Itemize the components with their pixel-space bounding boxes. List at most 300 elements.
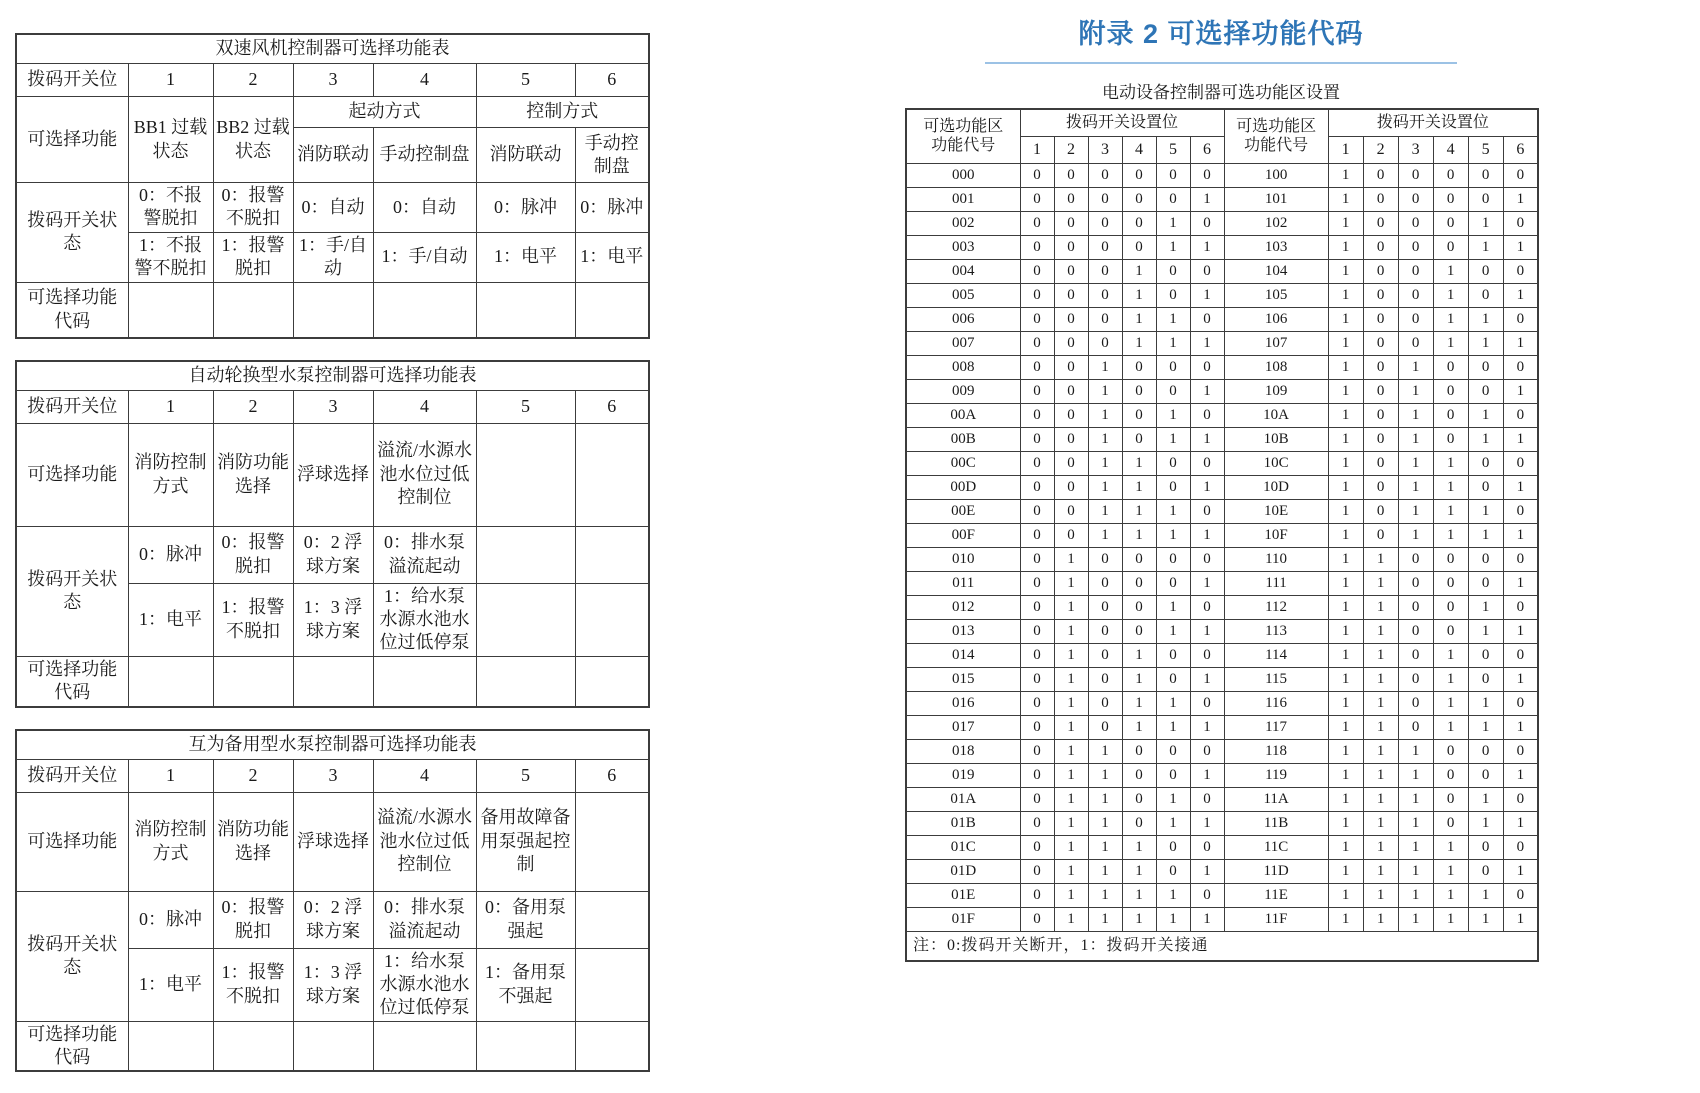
code-left: 012 xyxy=(906,596,1020,620)
code-row xyxy=(906,860,1538,884)
bit-cell: 0 xyxy=(1503,452,1538,476)
code-left: 007 xyxy=(906,332,1020,356)
state-cell: 0：自动 xyxy=(293,183,373,233)
bit-cell: 1 xyxy=(1398,764,1433,788)
bit-cell: 1 xyxy=(1468,212,1503,236)
bit-cell: 0 xyxy=(1363,236,1398,260)
bit-cell: 1 xyxy=(1328,572,1363,596)
bit-cell: 0 xyxy=(1122,596,1156,620)
bit-cell: 1 xyxy=(1328,284,1363,308)
state-cell xyxy=(575,526,649,583)
bit-cell: 0 xyxy=(1503,740,1538,764)
code-left: 01B xyxy=(906,812,1020,836)
bit-cell: 1 xyxy=(1433,908,1468,932)
row-label-function: 可选择功能 xyxy=(16,97,128,183)
code-left: 002 xyxy=(906,212,1020,236)
bit-label: 4 xyxy=(1122,137,1156,164)
bit-cell: 0 xyxy=(1020,668,1054,692)
code-left: 003 xyxy=(906,236,1020,260)
bit-cell: 1 xyxy=(1156,812,1190,836)
state-cell: 1：3 浮球方案 xyxy=(293,583,373,656)
bit-cell: 0 xyxy=(1054,332,1088,356)
bit-cell: 0 xyxy=(1122,404,1156,428)
bit-cell: 0 xyxy=(1054,404,1088,428)
bit-cell: 0 xyxy=(1020,596,1054,620)
code-right: 11C xyxy=(1224,836,1328,860)
bit-cell: 0 xyxy=(1503,692,1538,716)
code-right: 118 xyxy=(1224,740,1328,764)
code-row xyxy=(906,716,1538,740)
bit-cell: 1 xyxy=(1088,428,1122,452)
bit-label: 4 xyxy=(1433,137,1468,164)
state-cell: 1：电平 xyxy=(128,583,213,656)
code-left: 011 xyxy=(906,572,1020,596)
bit-cell: 0 xyxy=(1433,164,1468,188)
code-left: 014 xyxy=(906,644,1020,668)
bit-cell: 0 xyxy=(1468,452,1503,476)
code-right: 106 xyxy=(1224,308,1328,332)
function-cell xyxy=(575,792,649,891)
switch-position: 3 xyxy=(293,759,373,792)
bit-cell: 1 xyxy=(1468,596,1503,620)
code-row xyxy=(906,404,1538,428)
bit-cell: 0 xyxy=(1054,260,1088,284)
bit-cell: 1 xyxy=(1328,716,1363,740)
bit-cell: 1 xyxy=(1156,428,1190,452)
table-title: 双速风机控制器可选择功能表 xyxy=(16,34,649,64)
bit-cell: 1 xyxy=(1363,644,1398,668)
bit-cell: 1 xyxy=(1363,908,1398,932)
code-value-cell xyxy=(575,1021,649,1071)
bit-cell: 1 xyxy=(1398,452,1433,476)
bit-cell: 0 xyxy=(1398,644,1433,668)
bit-cell: 1 xyxy=(1363,716,1398,740)
function-cell: 溢流/水源水池水位过低控制位 xyxy=(373,423,476,526)
bit-cell: 1 xyxy=(1122,524,1156,548)
bit-cell: 1 xyxy=(1054,596,1088,620)
bit-cell: 1 xyxy=(1328,524,1363,548)
row-label-code: 可选择功能代码 xyxy=(16,282,128,338)
bit-cell: 1 xyxy=(1088,476,1122,500)
code-left: 01D xyxy=(906,860,1020,884)
bit-cell: 0 xyxy=(1054,500,1088,524)
bit-cell: 0 xyxy=(1088,620,1122,644)
bit-cell: 0 xyxy=(1020,332,1054,356)
bit-cell: 1 xyxy=(1190,188,1224,212)
code-row xyxy=(906,452,1538,476)
bit-cell: 1 xyxy=(1328,236,1363,260)
bit-cell: 1 xyxy=(1054,692,1088,716)
bit-cell: 0 xyxy=(1433,428,1468,452)
state-cell: 0：排水泵溢流起动 xyxy=(373,891,476,948)
bit-cell: 0 xyxy=(1468,476,1503,500)
bit-cell: 1 xyxy=(1190,764,1224,788)
code-row xyxy=(906,908,1538,932)
bit-cell: 0 xyxy=(1020,284,1054,308)
bit-cell: 0 xyxy=(1156,740,1190,764)
code-row xyxy=(906,764,1538,788)
bit-cell: 0 xyxy=(1363,332,1398,356)
bit-cell: 1 xyxy=(1433,500,1468,524)
bit-cell: 0 xyxy=(1363,476,1398,500)
state-cell: 1：3 浮球方案 xyxy=(293,948,373,1021)
bit-cell: 0 xyxy=(1468,356,1503,380)
state-cell: 1：电平 xyxy=(128,948,213,1021)
bit-cell: 1 xyxy=(1328,308,1363,332)
bit-cell: 0 xyxy=(1020,740,1054,764)
bit-cell: 1 xyxy=(1433,452,1468,476)
bit-cell: 0 xyxy=(1020,548,1054,572)
code-right: 11D xyxy=(1224,860,1328,884)
bit-cell: 1 xyxy=(1433,860,1468,884)
code-right: 100 xyxy=(1224,164,1328,188)
switch-position: 4 xyxy=(373,759,476,792)
code-value-cell xyxy=(293,282,373,338)
code-right: 112 xyxy=(1224,596,1328,620)
bit-cell: 0 xyxy=(1398,596,1433,620)
bit-cell: 0 xyxy=(1088,260,1122,284)
row-label-state: 拨码开关状态 xyxy=(16,891,128,1021)
bit-cell: 0 xyxy=(1503,788,1538,812)
bit-cell: 0 xyxy=(1088,212,1122,236)
bit-cell: 1 xyxy=(1328,620,1363,644)
code-right: 101 xyxy=(1224,188,1328,212)
bit-cell: 1 xyxy=(1503,524,1538,548)
bit-cell: 1 xyxy=(1088,740,1122,764)
code-row xyxy=(906,812,1538,836)
code-right: 10A xyxy=(1224,404,1328,428)
bit-cell: 0 xyxy=(1363,188,1398,212)
bit-cell: 1 xyxy=(1503,572,1538,596)
bit-cell: 1 xyxy=(1363,596,1398,620)
code-left: 01E xyxy=(906,884,1020,908)
code-row xyxy=(906,164,1538,188)
bit-cell: 1 xyxy=(1433,692,1468,716)
bit-cell: 1 xyxy=(1328,740,1363,764)
code-right: 110 xyxy=(1224,548,1328,572)
bit-cell: 1 xyxy=(1468,404,1503,428)
state-cell: 0：备用泵强起 xyxy=(476,891,575,948)
bit-cell: 1 xyxy=(1398,860,1433,884)
bit-cell: 1 xyxy=(1468,236,1503,260)
bit-cell: 1 xyxy=(1328,404,1363,428)
bit-cell: 1 xyxy=(1156,500,1190,524)
bit-cell: 1 xyxy=(1122,908,1156,932)
bit-cell: 1 xyxy=(1468,500,1503,524)
bit-cell: 0 xyxy=(1433,356,1468,380)
code-right: 116 xyxy=(1224,692,1328,716)
bit-cell: 1 xyxy=(1088,356,1122,380)
code-right: 115 xyxy=(1224,668,1328,692)
bit-cell: 0 xyxy=(1020,236,1054,260)
bit-cell: 1 xyxy=(1363,884,1398,908)
bit-label: 2 xyxy=(1363,137,1398,164)
bit-cell: 0 xyxy=(1156,644,1190,668)
bit-cell: 1 xyxy=(1156,716,1190,740)
controller-function-table xyxy=(15,729,650,1073)
bit-cell: 1 xyxy=(1398,476,1433,500)
bit-cell: 1 xyxy=(1328,500,1363,524)
bit-cell: 1 xyxy=(1156,236,1190,260)
code-left: 016 xyxy=(906,692,1020,716)
bit-cell: 0 xyxy=(1122,812,1156,836)
bit-cell: 1 xyxy=(1328,332,1363,356)
code-left: 00D xyxy=(906,476,1020,500)
state-cell xyxy=(476,583,575,656)
bit-cell: 1 xyxy=(1363,668,1398,692)
bit-cell: 1 xyxy=(1433,332,1468,356)
code-row xyxy=(906,524,1538,548)
bit-cell: 0 xyxy=(1398,716,1433,740)
bit-cell: 1 xyxy=(1468,524,1503,548)
bit-cell: 1 xyxy=(1503,860,1538,884)
bit-cell: 0 xyxy=(1054,356,1088,380)
bit-cell: 1 xyxy=(1503,716,1538,740)
bit-label: 6 xyxy=(1190,137,1224,164)
code-left: 00C xyxy=(906,452,1020,476)
bit-cell: 0 xyxy=(1433,620,1468,644)
bit-cell: 1 xyxy=(1503,476,1538,500)
bit-cell: 1 xyxy=(1433,836,1468,860)
state-cell xyxy=(575,583,649,656)
switch-position: 2 xyxy=(213,390,293,423)
state-cell: 1：不报警不脱扣 xyxy=(128,232,213,282)
bit-cell: 0 xyxy=(1020,164,1054,188)
bit-cell: 0 xyxy=(1020,476,1054,500)
bit-cell: 0 xyxy=(1054,476,1088,500)
code-right: 10F xyxy=(1224,524,1328,548)
code-right: 105 xyxy=(1224,284,1328,308)
code-right: 103 xyxy=(1224,236,1328,260)
bit-cell: 0 xyxy=(1190,212,1224,236)
bit-cell: 1 xyxy=(1363,764,1398,788)
bit-cell: 1 xyxy=(1190,908,1224,932)
bit-cell: 1 xyxy=(1468,908,1503,932)
bit-cell: 1 xyxy=(1398,500,1433,524)
bit-cell: 0 xyxy=(1020,356,1054,380)
code-right: 113 xyxy=(1224,620,1328,644)
bit-cell: 0 xyxy=(1503,212,1538,236)
bit-cell: 0 xyxy=(1088,692,1122,716)
controller-function-table xyxy=(15,33,650,339)
bit-cell: 1 xyxy=(1328,812,1363,836)
bit-cell: 0 xyxy=(1054,212,1088,236)
function-cell: 浮球选择 xyxy=(293,792,373,891)
state-cell: 0：2 浮球方案 xyxy=(293,891,373,948)
row-label-function: 可选择功能 xyxy=(16,423,128,526)
bit-cell: 0 xyxy=(1054,164,1088,188)
bit-cell: 1 xyxy=(1468,788,1503,812)
bit-cell: 1 xyxy=(1156,524,1190,548)
code-row xyxy=(906,740,1538,764)
table-title: 互为备用型水泵控制器可选择功能表 xyxy=(16,730,649,760)
code-right: 11E xyxy=(1224,884,1328,908)
state-cell: 0：脉冲 xyxy=(575,183,649,233)
bit-cell: 1 xyxy=(1328,476,1363,500)
code-row xyxy=(906,692,1538,716)
code-left: 009 xyxy=(906,380,1020,404)
bit-cell: 1 xyxy=(1088,884,1122,908)
row-label-switch-pos: 拨码开关位 xyxy=(16,64,128,97)
bit-cell: 1 xyxy=(1190,380,1224,404)
bit-cell: 0 xyxy=(1122,164,1156,188)
bit-cell: 0 xyxy=(1363,284,1398,308)
code-right: 102 xyxy=(1224,212,1328,236)
bit-cell: 0 xyxy=(1503,596,1538,620)
switch-position: 6 xyxy=(575,759,649,792)
row-label-state: 拨码开关状态 xyxy=(16,526,128,656)
bit-cell: 0 xyxy=(1122,740,1156,764)
bit-cell: 1 xyxy=(1190,428,1224,452)
code-right: 111 xyxy=(1224,572,1328,596)
bit-cell: 0 xyxy=(1088,644,1122,668)
bit-cell: 0 xyxy=(1503,500,1538,524)
function-cell: 消防控制方式 xyxy=(128,792,213,891)
bit-cell: 1 xyxy=(1054,548,1088,572)
bit-cell: 0 xyxy=(1398,668,1433,692)
bit-cell: 1 xyxy=(1122,332,1156,356)
bit-cell: 0 xyxy=(1020,380,1054,404)
bit-cell: 0 xyxy=(1088,236,1122,260)
bit-cell: 1 xyxy=(1156,212,1190,236)
bit-cell: 0 xyxy=(1122,212,1156,236)
switch-position: 3 xyxy=(293,64,373,97)
bit-cell: 0 xyxy=(1156,452,1190,476)
switch-position: 1 xyxy=(128,64,213,97)
bit-cell: 0 xyxy=(1156,668,1190,692)
bit-cell: 1 xyxy=(1156,332,1190,356)
state-cell: 1：电平 xyxy=(575,232,649,282)
bit-cell: 1 xyxy=(1122,716,1156,740)
code-row xyxy=(906,476,1538,500)
bit-cell: 0 xyxy=(1190,836,1224,860)
bit-cell: 0 xyxy=(1398,692,1433,716)
bit-cell: 1 xyxy=(1468,308,1503,332)
bit-cell: 0 xyxy=(1503,260,1538,284)
code-row xyxy=(906,236,1538,260)
bit-cell: 0 xyxy=(1156,836,1190,860)
bit-cell: 0 xyxy=(1122,188,1156,212)
bit-cell: 1 xyxy=(1088,812,1122,836)
code-value-cell xyxy=(293,1021,373,1071)
state-cell xyxy=(575,948,649,1021)
bit-cell: 0 xyxy=(1088,548,1122,572)
bit-cell: 1 xyxy=(1328,668,1363,692)
bit-cell: 0 xyxy=(1088,572,1122,596)
bit-cell: 1 xyxy=(1122,668,1156,692)
bit-cell: 1 xyxy=(1398,404,1433,428)
bit-cell: 0 xyxy=(1433,788,1468,812)
bit-cell: 0 xyxy=(1020,836,1054,860)
bit-cell: 0 xyxy=(1054,452,1088,476)
state-cell: 1：报警不脱扣 xyxy=(213,583,293,656)
switch-position: 4 xyxy=(373,64,476,97)
bit-cell: 1 xyxy=(1190,716,1224,740)
bit-cell: 0 xyxy=(1468,572,1503,596)
bit-cell: 0 xyxy=(1468,260,1503,284)
bit-cell: 1 xyxy=(1156,620,1190,644)
bit-cell: 0 xyxy=(1088,164,1122,188)
bit-cell: 1 xyxy=(1122,860,1156,884)
code-right: 114 xyxy=(1224,644,1328,668)
code-row xyxy=(906,788,1538,812)
code-value-cell xyxy=(476,1021,575,1071)
bit-cell: 0 xyxy=(1433,212,1468,236)
code-row xyxy=(906,356,1538,380)
bit-cell: 1 xyxy=(1190,476,1224,500)
bit-cell: 0 xyxy=(1398,260,1433,284)
bit-cell: 0 xyxy=(1054,428,1088,452)
code-row xyxy=(906,884,1538,908)
code-row xyxy=(906,212,1538,236)
table-note: 注：0:拨码开关断开，1：拨码开关接通 xyxy=(906,932,1538,962)
code-row xyxy=(906,500,1538,524)
bit-cell: 0 xyxy=(1156,860,1190,884)
bit-cell: 1 xyxy=(1088,860,1122,884)
bit-cell: 0 xyxy=(1020,452,1054,476)
state-cell: 1：手/自动 xyxy=(293,232,373,282)
bit-cell: 0 xyxy=(1363,308,1398,332)
bit-cell: 1 xyxy=(1088,524,1122,548)
bit-cell: 1 xyxy=(1054,908,1088,932)
bit-cell: 0 xyxy=(1190,260,1224,284)
bit-cell: 1 xyxy=(1054,716,1088,740)
bit-cell: 0 xyxy=(1054,380,1088,404)
code-right: 11B xyxy=(1224,812,1328,836)
bit-cell: 0 xyxy=(1020,572,1054,596)
bit-cell: 0 xyxy=(1020,524,1054,548)
bit-label: 5 xyxy=(1156,137,1190,164)
bit-cell: 1 xyxy=(1328,548,1363,572)
switch-position: 5 xyxy=(476,64,575,97)
code-row xyxy=(906,596,1538,620)
bit-cell: 1 xyxy=(1328,764,1363,788)
bit-cell: 1 xyxy=(1328,452,1363,476)
row-label-switch-pos: 拨码开关位 xyxy=(16,390,128,423)
bit-cell: 1 xyxy=(1503,380,1538,404)
state-cell: 1：给水泵水源水池水位过低停泵 xyxy=(373,583,476,656)
bit-cell: 1 xyxy=(1363,548,1398,572)
bit-cell: 1 xyxy=(1054,620,1088,644)
code-left: 00F xyxy=(906,524,1020,548)
state-cell: 1：报警脱扣 xyxy=(213,232,293,282)
bit-cell: 1 xyxy=(1122,260,1156,284)
function-cell: BB1 过载状态 xyxy=(128,97,213,183)
bit-cell: 1 xyxy=(1328,788,1363,812)
code-left: 017 xyxy=(906,716,1020,740)
bit-cell: 1 xyxy=(1122,284,1156,308)
bit-cell: 0 xyxy=(1363,212,1398,236)
code-value-cell xyxy=(575,656,649,706)
bit-cell: 1 xyxy=(1156,884,1190,908)
bit-cell: 0 xyxy=(1433,548,1468,572)
bit-cell: 0 xyxy=(1398,236,1433,260)
bit-cell: 0 xyxy=(1020,620,1054,644)
function-cell: 浮球选择 xyxy=(293,423,373,526)
code-right: 11A xyxy=(1224,788,1328,812)
bit-cell: 0 xyxy=(1020,500,1054,524)
code-right: 108 xyxy=(1224,356,1328,380)
bit-cell: 0 xyxy=(1156,188,1190,212)
bit-cell: 1 xyxy=(1156,596,1190,620)
code-value-cell xyxy=(213,656,293,706)
bit-cell: 0 xyxy=(1156,548,1190,572)
bit-cell: 0 xyxy=(1398,620,1433,644)
code-value-cell xyxy=(128,1021,213,1071)
row-label-code: 可选择功能代码 xyxy=(16,656,128,706)
code-value-cell xyxy=(293,656,373,706)
bit-cell: 0 xyxy=(1363,356,1398,380)
